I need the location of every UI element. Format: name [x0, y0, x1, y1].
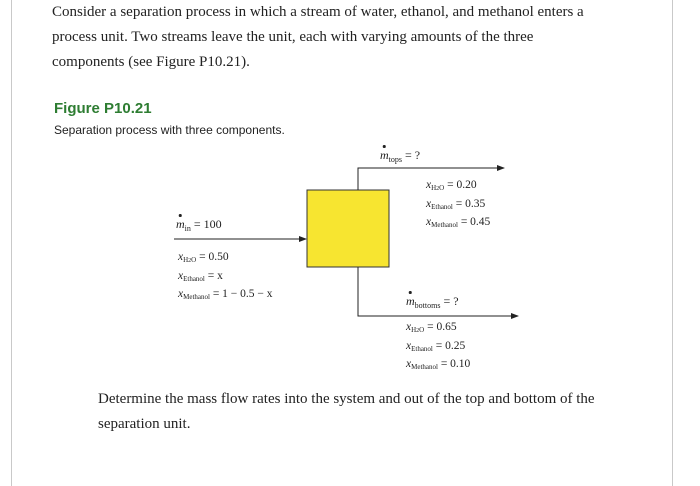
inlet-x-ethanol: xEthanol = x: [178, 270, 223, 283]
question-line-2: separation unit.: [98, 416, 191, 432]
question-line-1: Determine the mass flow rates into the system and out of the top and bottom of the: [98, 391, 595, 407]
figure-title: Figure P10.21: [54, 100, 152, 117]
tops-x-ethanol: xEthanol = 0.35: [426, 198, 486, 211]
inlet-composition: [178, 250, 273, 305]
intro-line-1: Consider a separation process in which a stream of water, ethanol, and methanol enters a: [52, 4, 584, 20]
tops-x-methanol: xMethanol = 0.45: [426, 216, 491, 229]
separation-unit-box: [307, 190, 389, 267]
bottoms-composition: [406, 320, 470, 375]
bottoms-x-ethanol: xEthanol = 0.25: [406, 340, 466, 353]
tops-flow-label: $m_{tops}$ = ?: [380, 148, 421, 164]
tops-x-h2o: xH2O = 0.20: [426, 179, 477, 192]
inlet-flow-label: $m_{in} = 100$: [176, 217, 222, 233]
bottoms-x-methanol: xMethanol = 0.10: [406, 358, 471, 371]
bottoms-x-h2o: xH2O = 0.65: [406, 321, 457, 334]
bottoms-flow-label: $m_{bottoms}$ = ?: [406, 294, 459, 310]
problem-question: [98, 387, 638, 437]
inlet-x-h2o: xH2O = 0.50: [178, 251, 229, 264]
inlet-x-methanol: xMethanol = 1 − 0.5 − x: [178, 288, 273, 301]
figure-caption: Separation process with three components.: [54, 123, 285, 137]
tops-composition: [426, 178, 490, 233]
intro-line-3: components (see Figure P10.21).: [52, 54, 250, 70]
intro-line-2: process unit. Two streams leave the unit, each with varying amounts of the three: [52, 29, 534, 45]
